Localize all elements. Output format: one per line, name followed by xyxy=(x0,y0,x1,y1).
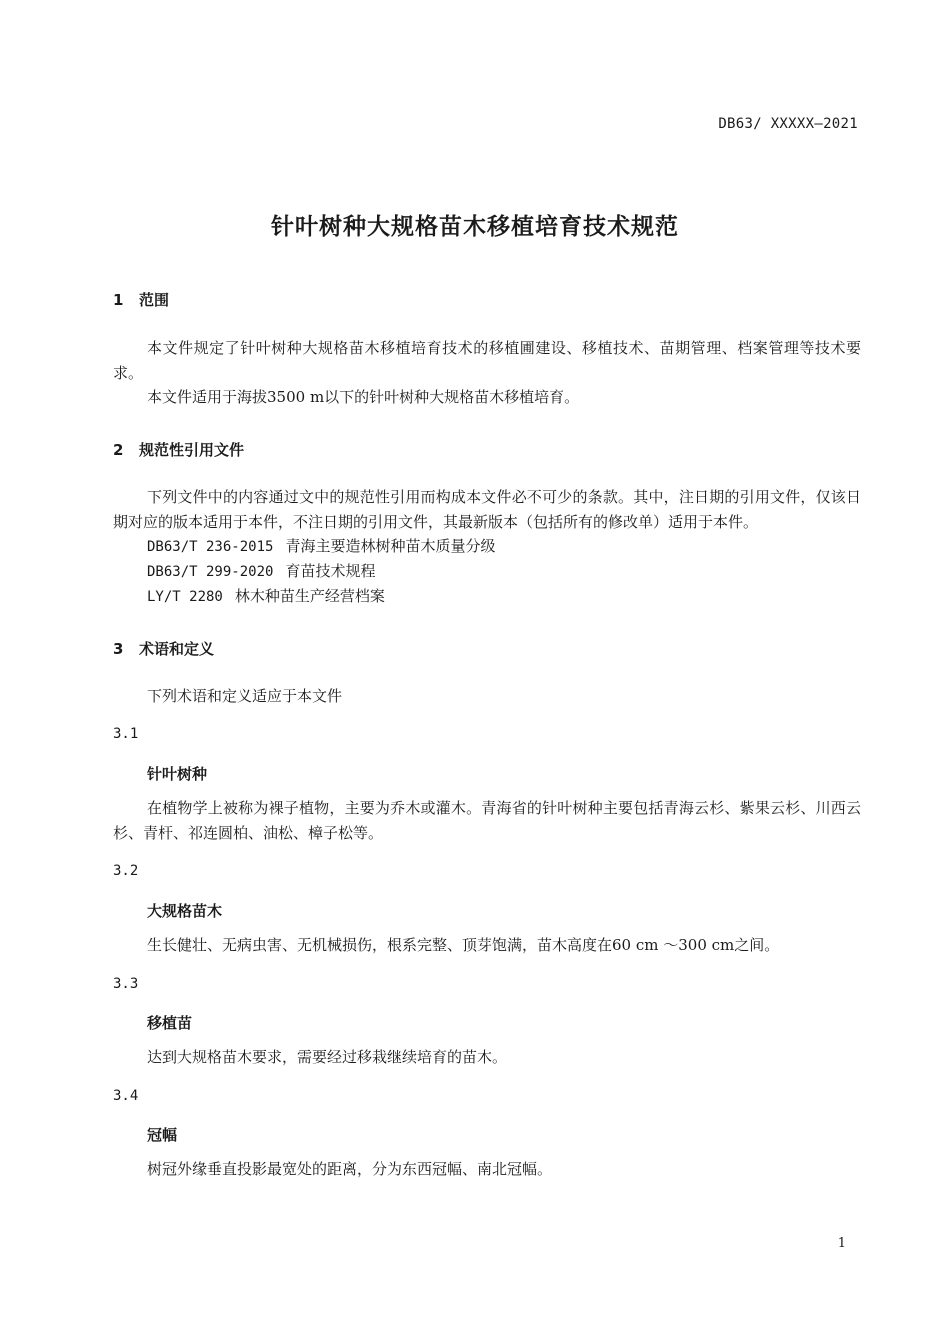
reference-code: DB63/T 236-2015 xyxy=(147,539,274,555)
section-number: 2 xyxy=(113,441,124,459)
normative-intro-paragraph: 下列文件中的内容通过文中的规范性引用而构成本文件必不可少的条款。其中，注日期的引用文件，仅该日期对应的版本适用于本件，不注日期的引用文件，其最新版本（包括所有的修改单）适用于本件。 xyxy=(113,488,861,531)
reference-item xyxy=(147,534,495,560)
term-definition: 在植物学上被称为裸子植物，主要为乔木或灌木。青海省的针叶树种主要包括青海云杉、紫果云杉、川西云杉、青杆、祁连圆柏、油松、樟子松等。 xyxy=(113,799,861,842)
reference-item xyxy=(147,584,385,610)
term-definition: 生长健壮、无病虫害、无机械损伤，根系完整、顶芽饱满，苗木高度在60 cm ～300 cm之间。 xyxy=(147,936,780,954)
terms-intro: 下列术语和定义适应于本文件 xyxy=(147,687,343,705)
term-heading: 针叶树种 xyxy=(147,765,208,783)
term-heading: 移植苗 xyxy=(147,1014,193,1032)
section-heading-terms xyxy=(113,638,214,659)
section-number: 3 xyxy=(113,640,124,658)
section-title: 术语和定义 xyxy=(139,640,215,658)
subsection-number: 3.2 xyxy=(113,863,139,879)
subsection-number: 3.4 xyxy=(113,1088,139,1104)
subsection-number: 3.3 xyxy=(113,976,139,992)
subsection-number: 3.1 xyxy=(113,726,139,742)
document-title: 针叶树种大规格苗木移植培育技术规范 xyxy=(271,214,679,240)
term-heading: 冠幅 xyxy=(147,1126,178,1144)
document-code: DB63/ XXXXX—2021 xyxy=(718,116,858,132)
page-number: 1 xyxy=(837,1236,846,1251)
reference-name: 青海主要造林树种苗木质量分级 xyxy=(285,537,496,555)
reference-code: LY/T 2280 xyxy=(147,589,223,605)
section-number: 1 xyxy=(113,291,124,309)
scope-paragraph-2: 本文件适用于海拔3500 m以下的针叶树种大规格苗木移植培育。 xyxy=(147,388,580,406)
reference-name: 林木种苗生产经营档案 xyxy=(234,587,385,605)
reference-item xyxy=(147,559,375,585)
section-title: 范围 xyxy=(139,291,170,309)
section-heading-normative xyxy=(113,439,244,460)
term-heading: 大规格苗木 xyxy=(147,902,223,920)
term-definition: 树冠外缘垂直投影最宽处的距离，分为东西冠幅、南北冠幅。 xyxy=(147,1160,553,1178)
section-title: 规范性引用文件 xyxy=(139,441,245,459)
reference-name: 育苗技术规程 xyxy=(285,562,376,580)
reference-code: DB63/T 299-2020 xyxy=(147,564,274,580)
term-definition: 达到大规格苗木要求，需要经过移栽继续培育的苗木。 xyxy=(147,1048,508,1066)
section-heading-scope xyxy=(113,289,169,310)
scope-paragraph-1: 本文件规定了针叶树种大规格苗木移植培育技术的移植圃建设、移植技术、苗期管理、档案管理等技术要求。 xyxy=(113,339,861,382)
